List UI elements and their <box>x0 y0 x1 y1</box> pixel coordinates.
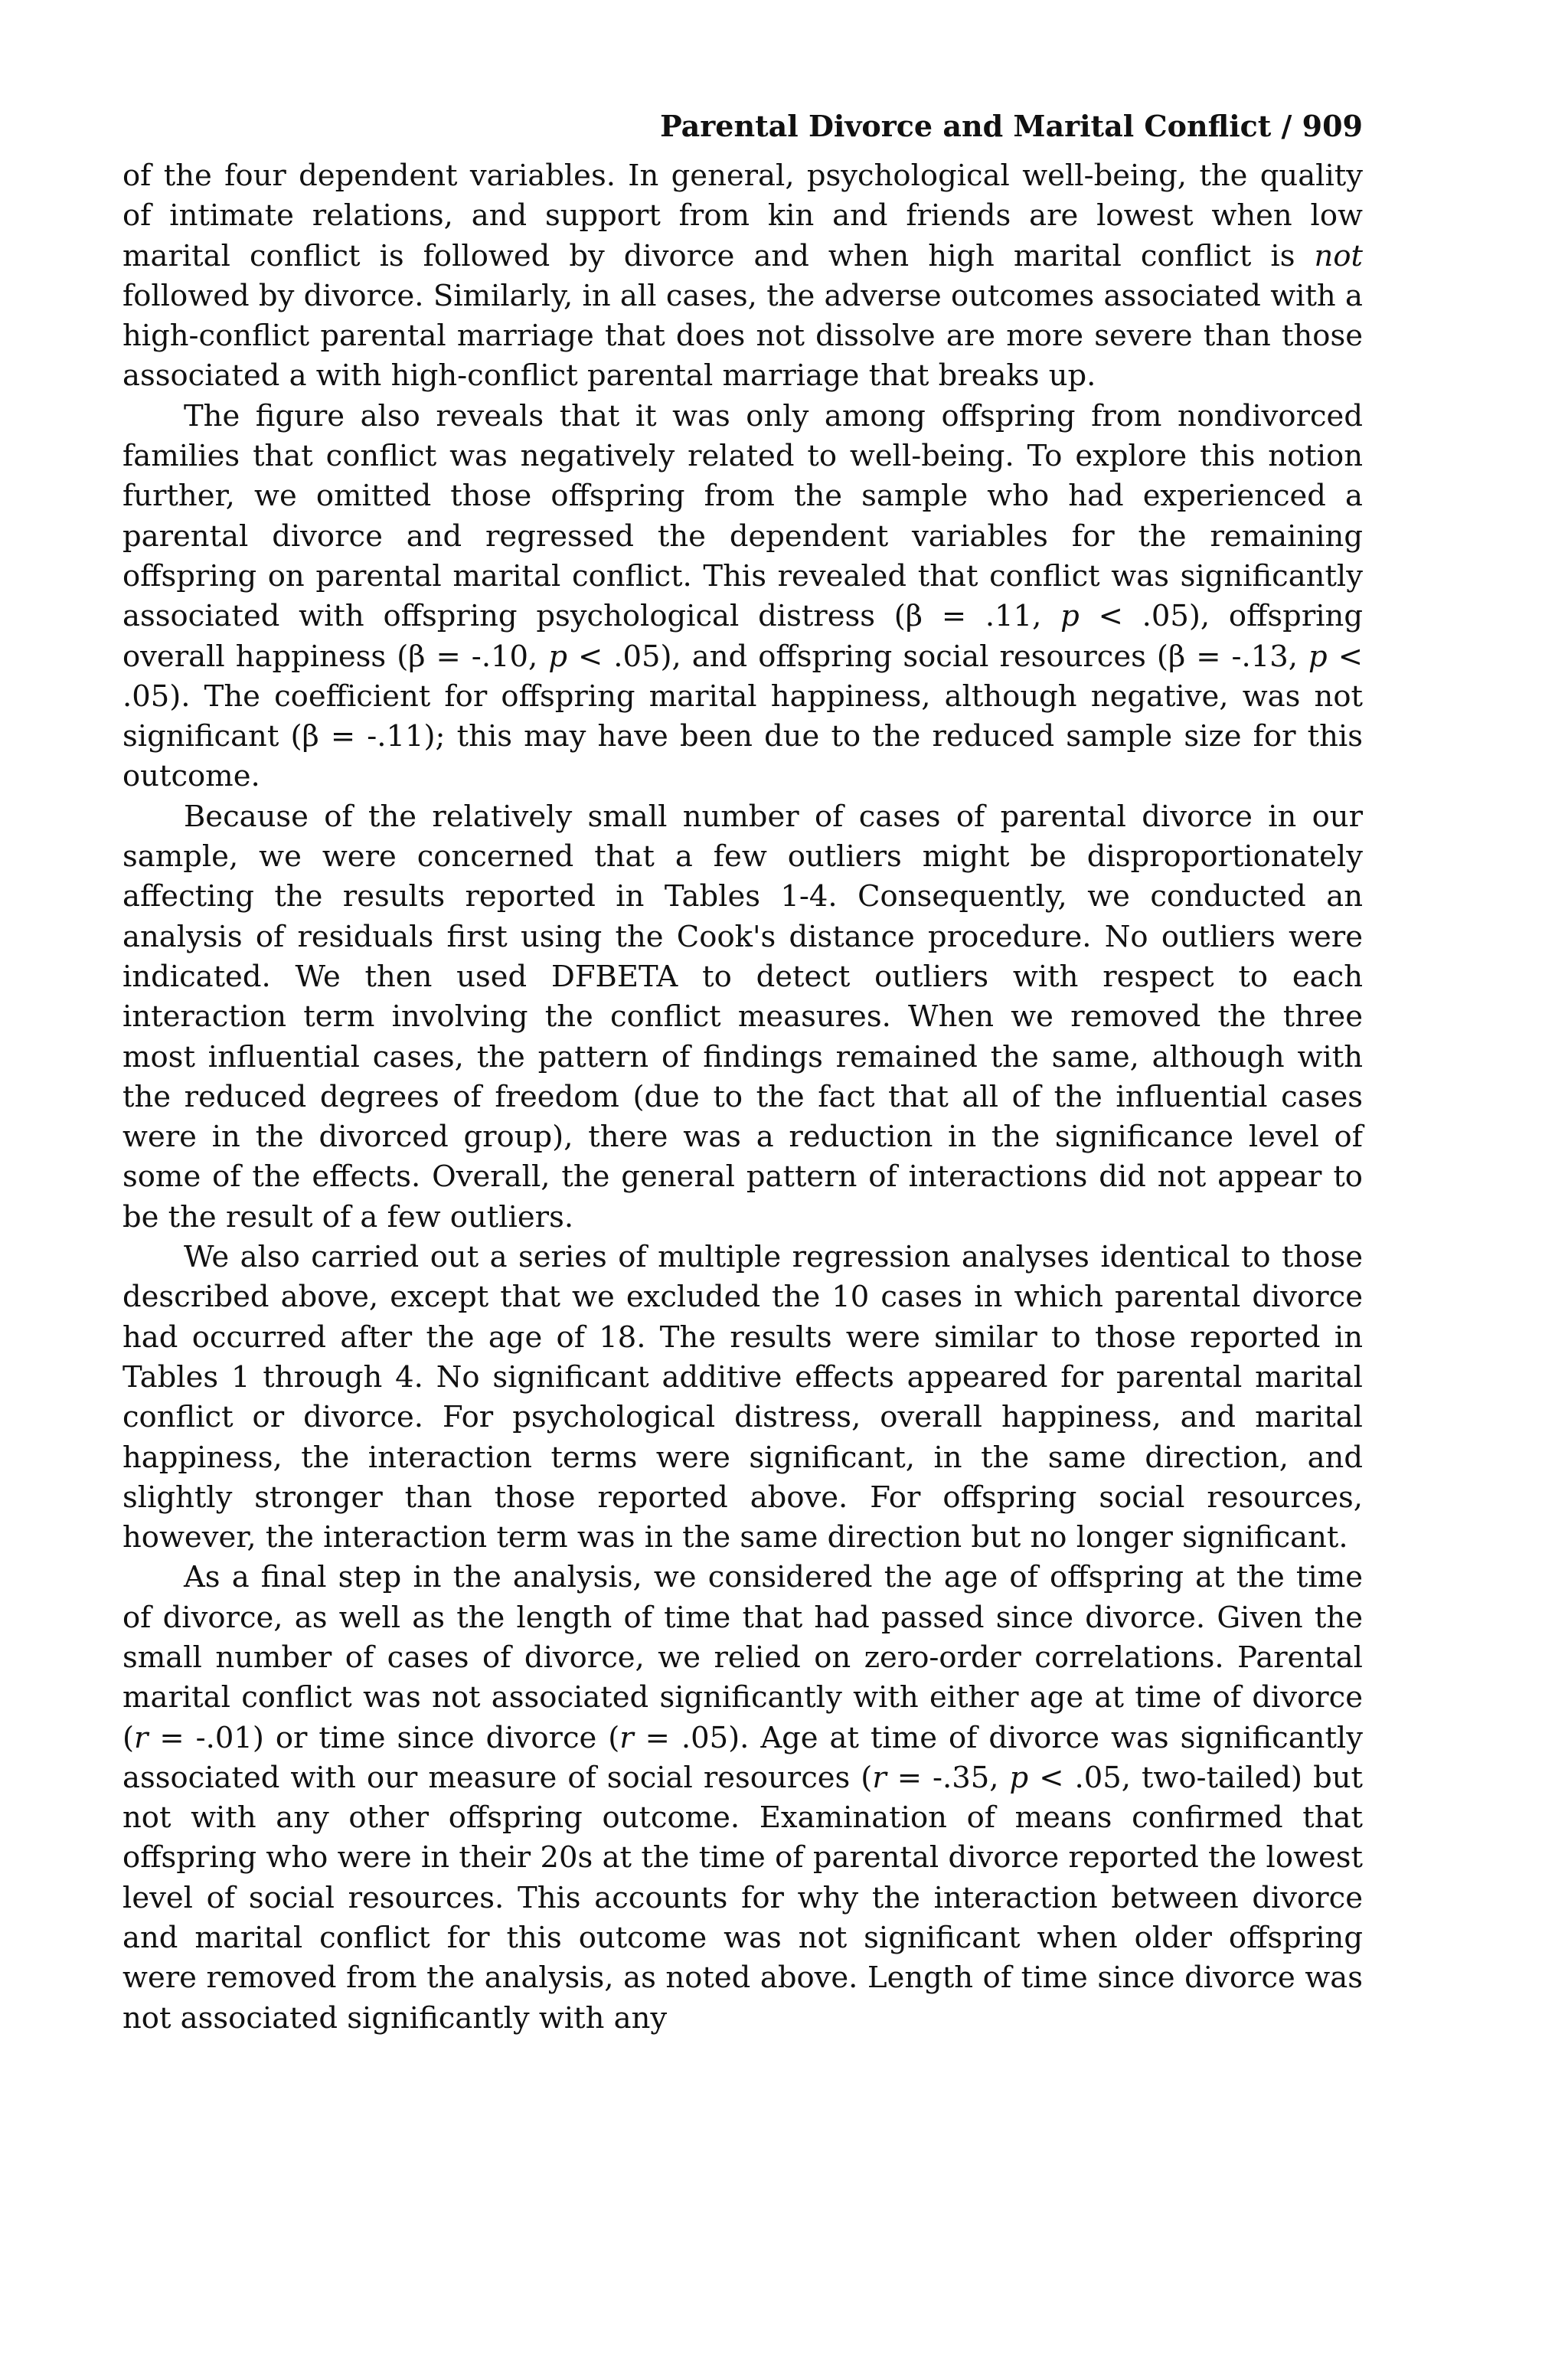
paragraph-3: Because of the relatively small number of cases of parental divorce in our sample, we were concerned that a few outliers might be disproportionately affecting the results reported in Tables 1-4. Consequently, we conducted an analysis of residuals first using the Cook's distance procedure. No outliers were indicated. We then used DFBETA to detect outliers with respect to each interaction term involving the conflict measures. When we removed the three most influential cases, the pattern of findings remained the same, although with the reduced degrees of freedom (due to the fact that all of the influential cases were in the divorced group), there was a reduction in the significance level of some of the effects. Overall, the general pattern of interactions did not appear to be the result of a few outliers. <box>122 799 1363 1234</box>
paragraph-4: We also carried out a series of multiple regression analyses identical to those described above, except that we excluded the 10 cases in which parental divorce had occurred after the age of 18. The results were similar to those reported in Tables 1 through 4. No significant additive effects appeared for parental marital conflict or divorce. For psychological distress, overall happiness, and marital happiness, the interaction terms were significant, in the same direction, and slightly stronger than those reported above. For offspring social resources, however, the interaction term was in the same direction but no longer significant. <box>122 1240 1363 1555</box>
paragraph-2: The figure also reveals that it was only among offspring from nondivorced families that conflict was negatively related to well-being. To explore this notion further, we omitted those offspring from the sample who had experienced a parental divorce and regressed the dependent variables for the remaining offspring on parental marital conflict. This revealed that conflict was significantly associated with offspring psychological distress (β = .11, p < .05), offspring overall happiness (β = -.10, p < .05), and offspring social resources (β = -.13, p < .05). The coefficient for offspring marital happiness, although negative, was not significant (β = -.11); this may have been due to the reduced sample size for this outcome. <box>122 398 1363 794</box>
page <box>122 107 1363 2039</box>
body-text <box>122 156 1363 2039</box>
running-head: Parental Divorce and Marital Conflict / 909 <box>660 109 1363 143</box>
paragraph-1: of the four dependent variables. In general, psychological well-being, the quality of intimate relations, and support from kin and friends are lowest when low marital conflict is followed by divorce and when high marital conflict is not followed by divorce. Similarly, in all cases, the adverse outcomes associated with a high-conflict parental marriage that does not dissolve are more severe than those associated a with high-conflict parental marriage that breaks up. <box>122 159 1363 394</box>
paragraph-5: As a final step in the analysis, we considered the age of offspring at the time of divorce, as well as the length of time that had passed since divorce. Given the small number of cases of divorce, we relied on zero-order correlations. Parental marital conflict was not associated significantly with either age at time of divorce (r = -.01) or time since divorce (r = .05). Age at time of divorce was significantly associated with our measure of social resources (r = -.35, p < .05, two-tailed) but not with any other offspring outcome. Examination of means confirmed that offspring who were in their 20s at the time of parental divorce reported the lowest level of social resources. This accounts for why the interaction between divorce and marital conflict for this outcome was not significant when older offspring were removed from the analysis, as noted above. Length of time since divorce was not associated significantly with any <box>122 1560 1363 2036</box>
